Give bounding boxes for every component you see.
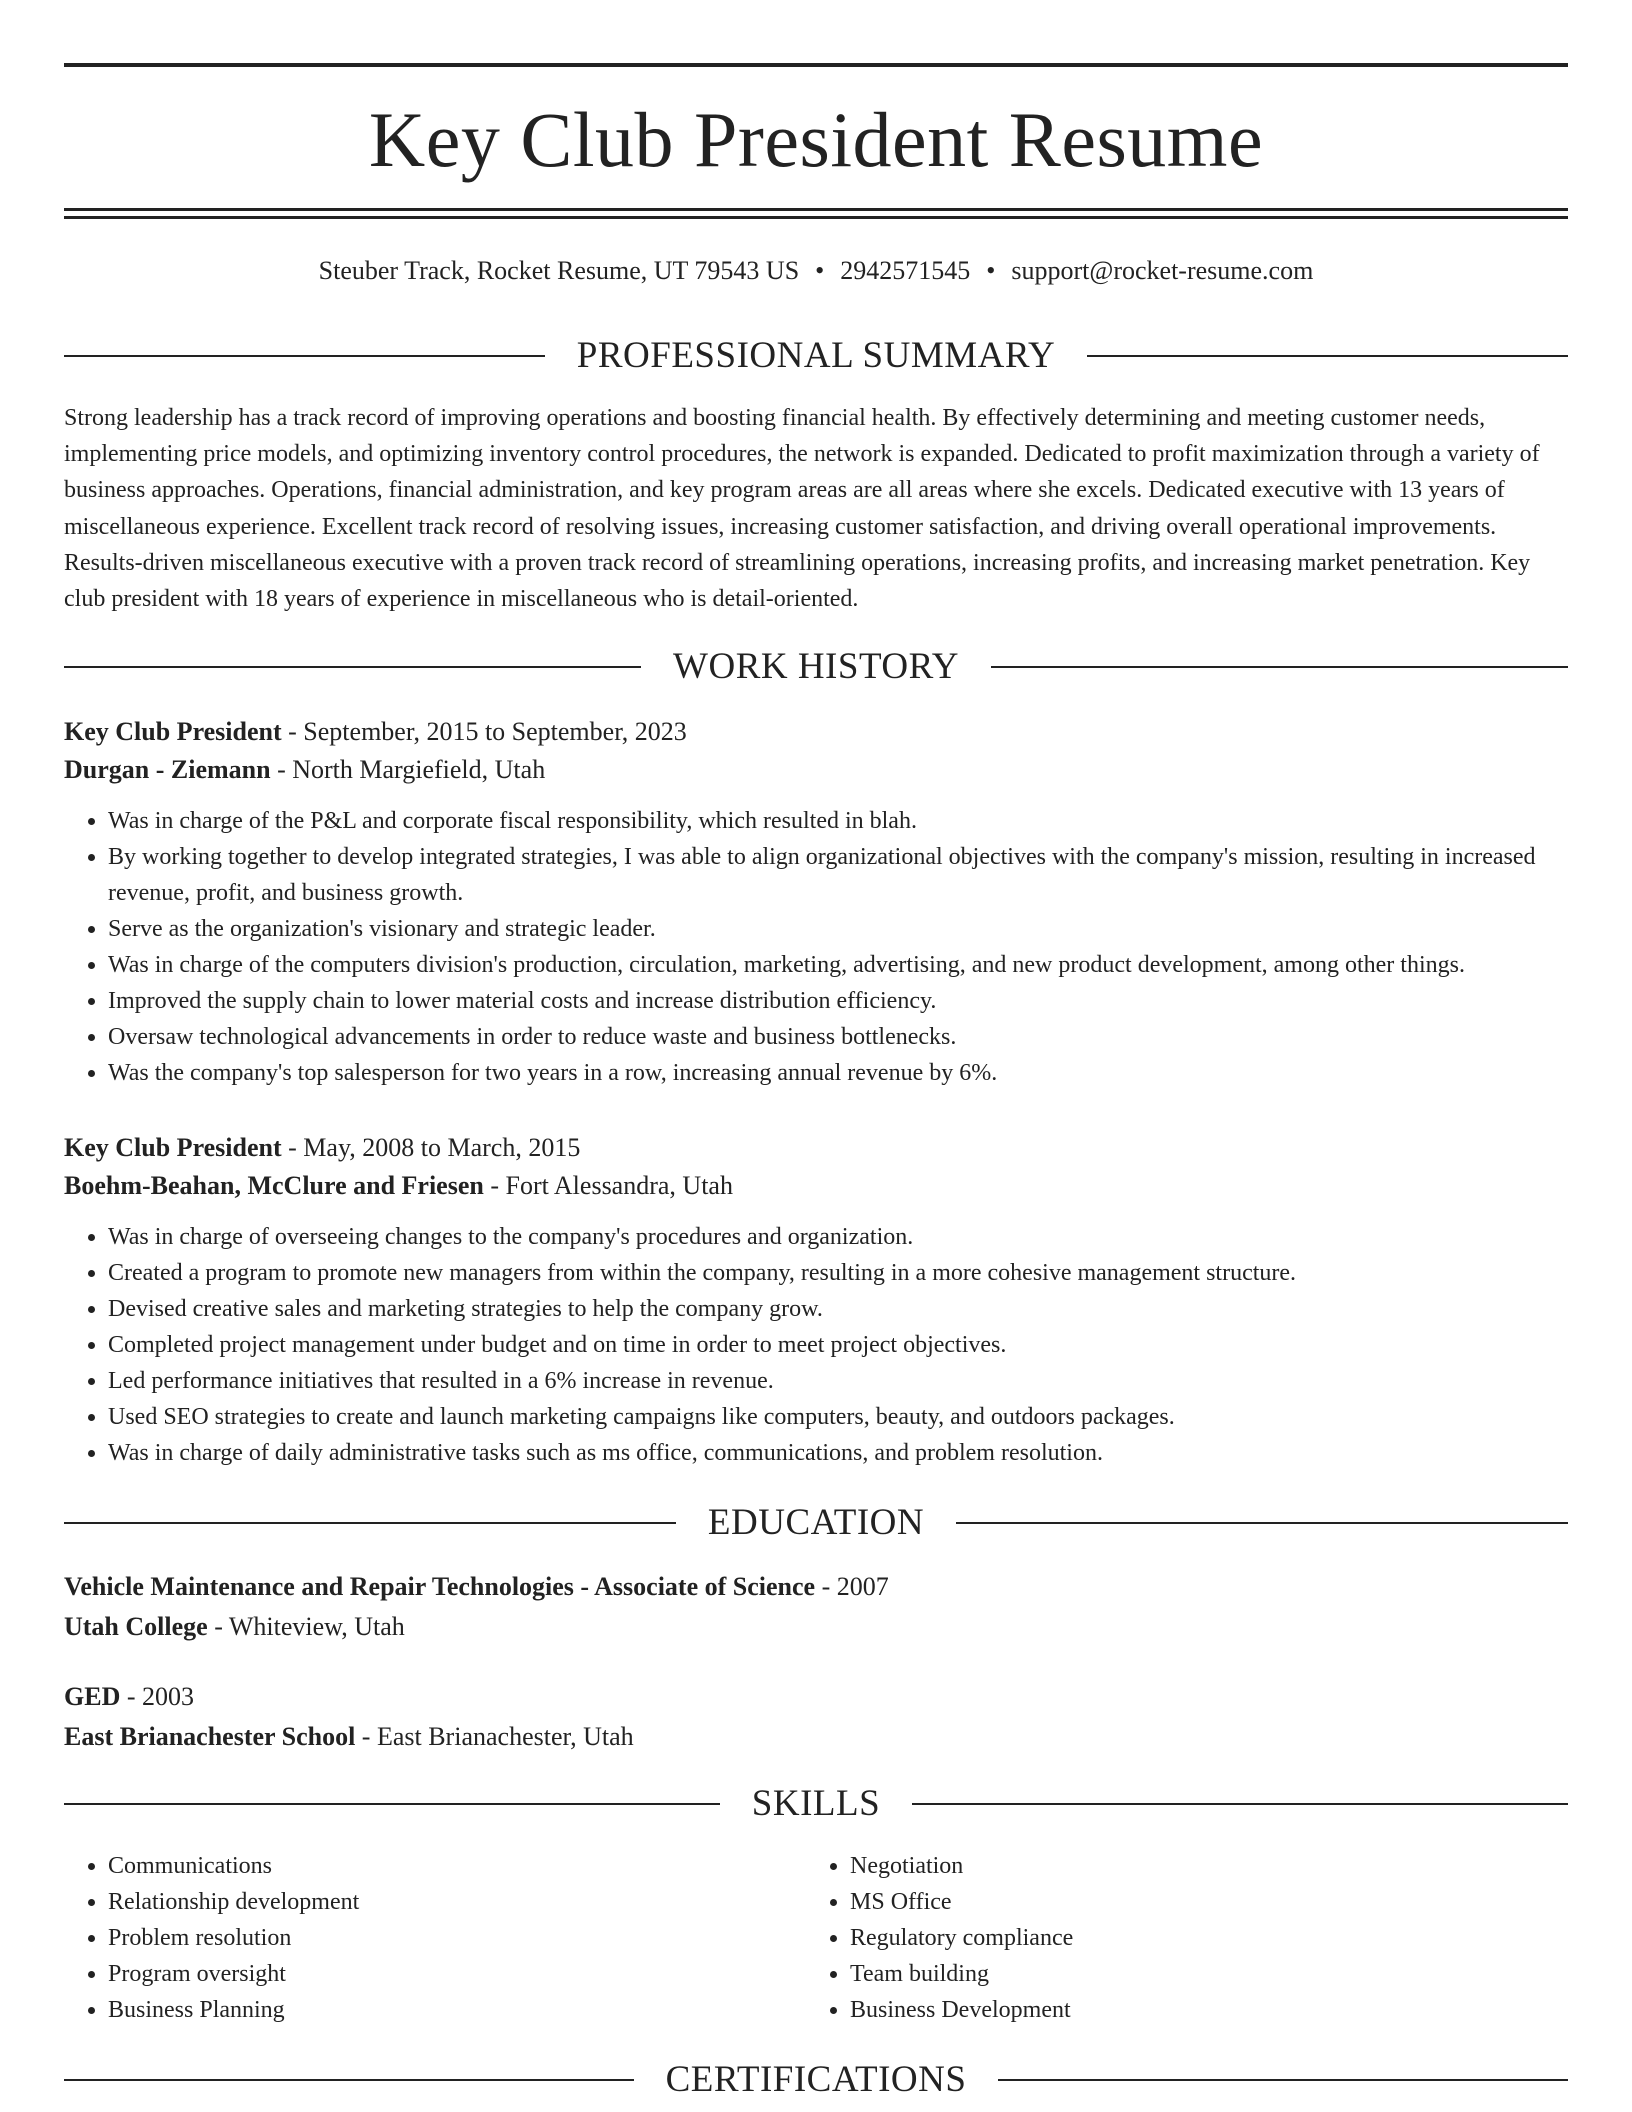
job-title: Key Club President <box>64 1133 282 1162</box>
job-dates: - September, 2015 to September, 2023 <box>281 717 687 746</box>
title-rule-upper <box>64 208 1568 211</box>
section-header-skills <box>64 1782 1568 1826</box>
section-rule <box>912 1803 1568 1805</box>
contact-line <box>64 254 1568 288</box>
list-item: • By working together to develop integrated strategies, I was able to align organizational objectives with the company's mission, resulting in increased revenue, profit, and business growth. <box>108 839 1568 911</box>
section-header-work <box>64 645 1568 689</box>
job-company-line <box>64 751 1568 789</box>
section-rule <box>64 355 545 357</box>
list-item: • Created a program to promote new managers from within the company, resulting in a more cohesive management structure. <box>108 1255 1568 1291</box>
job-entry <box>64 1129 1568 1471</box>
section-rule <box>1087 355 1568 357</box>
job-bullets <box>64 803 1568 1091</box>
skills-column-right <box>806 1848 1548 2028</box>
section-title: SKILLS <box>751 1783 881 1824</box>
list-item: • Business Development <box>850 1992 1548 2028</box>
list-item: • Was in charge of the computers division's production, circulation, marketing, advertising, and new product development, among other things. <box>108 947 1568 983</box>
section-rule <box>64 2079 634 2081</box>
education-location: - East Brianachester, Utah <box>355 1722 634 1751</box>
job-title-line <box>64 713 1568 751</box>
list-item: • Was in charge of overseeing changes to the company's procedures and organization. <box>108 1219 1568 1255</box>
section-rule <box>956 1522 1568 1524</box>
education-school: Utah College <box>64 1612 208 1641</box>
list-item: • MS Office <box>850 1884 1548 1920</box>
contact-separator: • <box>986 256 996 285</box>
list-item: • Negotiation <box>850 1848 1548 1884</box>
list-item: • Was in charge of the P&L and corporate fiscal responsibility, which resulted in blah. <box>108 803 1568 839</box>
list-item: • Improved the supply chain to lower material costs and increase distribution efficiency. <box>108 983 1568 1019</box>
job-location: - North Margiefield, Utah <box>270 755 546 784</box>
list-item: • Devised creative sales and marketing strategies to help the company grow. <box>108 1291 1568 1327</box>
job-title: Key Club President <box>64 717 282 746</box>
list-item: • Communications <box>108 1848 806 1884</box>
section-title: WORK HISTORY <box>673 646 959 687</box>
education-year: - 2003 <box>120 1682 195 1711</box>
section-title: EDUCATION <box>707 1502 925 1543</box>
education-degree: Vehicle Maintenance and Repair Technologies - Associate of Science <box>64 1572 816 1601</box>
job-dates: - May, 2008 to March, 2015 <box>281 1133 581 1162</box>
title-rule-lower <box>64 216 1568 219</box>
list-item: • Serve as the organization's visionary and strategic leader. <box>108 911 1568 947</box>
list-item: • Completed project management under budget and on time in order to meet project objectives. <box>108 1327 1568 1363</box>
list-item: • Used SEO strategies to create and launch marketing campaigns like computers, beauty, and outdoors packages. <box>108 1399 1568 1435</box>
list-item: • Oversaw technological advancements in order to reduce waste and business bottlenecks. <box>108 1019 1568 1055</box>
contact-phone: 2942571545 <box>840 256 971 285</box>
section-rule <box>64 1803 720 1805</box>
list-item: • Program oversight <box>108 1956 806 1992</box>
list-item: • Led performance initiatives that resulted in a 6% increase in revenue. <box>108 1363 1568 1399</box>
education-location: - Whiteview, Utah <box>207 1612 405 1641</box>
education-degree: GED <box>64 1682 121 1711</box>
section-header-education <box>64 1501 1568 1545</box>
top-rule <box>64 63 1568 67</box>
job-bullets <box>64 1219 1568 1471</box>
section-rule <box>64 666 641 668</box>
section-rule <box>64 1522 676 1524</box>
list-item: • Team building <box>850 1956 1548 1992</box>
section-rule <box>998 2079 1568 2081</box>
section-header-summary <box>64 334 1568 378</box>
education-entry <box>64 1677 1568 1757</box>
job-entry <box>64 713 1568 1091</box>
education-school-line <box>64 1607 1568 1647</box>
list-item: • Business Planning <box>108 1992 806 2028</box>
list-item: • Regulatory compliance <box>850 1920 1548 1956</box>
professional-summary: Strong leadership has a track record of improving operations and boosting financial health. By effectively determining and meeting customer needs, implementing price models, and optimizing inventory control procedures, the network is expanded. Dedicated to profit maximization through a variety of business approaches. Operations, financial administration, and key program areas are all areas where she excels. Dedicated executive with 13 years of miscellaneous experience. Excellent track record of resolving issues, increasing customer satisfaction, and driving overall operational improvements. Results-driven miscellaneous executive with a proven track record of streamlining operations, increasing profits, and increasing market penetration. Key club president with 18 years of experience in miscellaneous who is detail-oriented. <box>64 405 1540 613</box>
education-entry <box>64 1567 1568 1647</box>
section-title: CERTIFICATIONS <box>665 2059 967 2100</box>
job-company: Boehm-Beahan, McClure and Friesen <box>64 1171 484 1200</box>
job-company-line <box>64 1167 1568 1205</box>
education-year: - 2007 <box>815 1572 889 1601</box>
skills-column-left <box>64 1848 806 2028</box>
education-degree-line <box>64 1567 1568 1607</box>
contact-separator: • <box>815 256 825 285</box>
section-header-certifications <box>64 2058 1568 2102</box>
list-item: • Relationship development <box>108 1884 806 1920</box>
contact-email: support@rocket-resume.com <box>1011 256 1314 285</box>
list-item: • Was the company's top salesperson for two years in a row, increasing annual revenue by 6%. <box>108 1055 1568 1091</box>
education-school-line <box>64 1717 1568 1757</box>
job-title-line <box>64 1129 1568 1167</box>
education-school: East Brianachester School <box>64 1722 356 1751</box>
skills-list <box>64 1848 1568 2028</box>
section-rule <box>991 666 1568 668</box>
section-title: PROFESSIONAL SUMMARY <box>576 335 1056 376</box>
list-item: • Problem resolution <box>108 1920 806 1956</box>
list-item: • Was in charge of daily administrative tasks such as ms office, communications, and problem resolution. <box>108 1435 1568 1471</box>
resume-title: Key Club President Resume <box>368 96 1264 183</box>
job-location: - Fort Alessandra, Utah <box>483 1171 733 1200</box>
contact-address: Steuber Track, Rocket Resume, UT 79543 US <box>318 256 800 285</box>
job-company: Durgan - Ziemann <box>64 755 271 784</box>
education-degree-line <box>64 1677 1568 1717</box>
